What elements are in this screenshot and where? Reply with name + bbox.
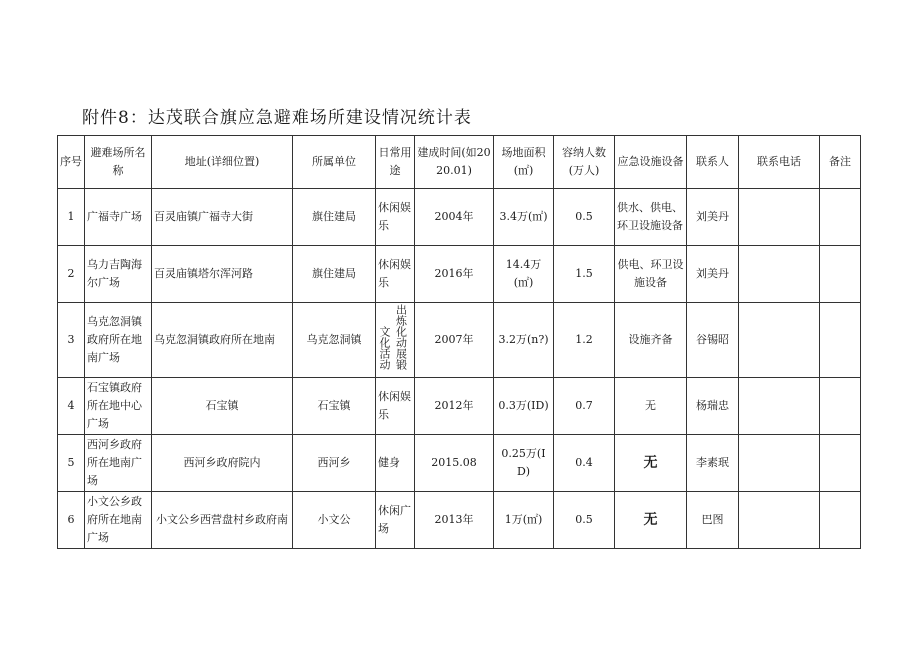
cell-daily-use: 休闲娱乐 bbox=[376, 189, 415, 246]
cell-name: 广福寺广场 bbox=[85, 189, 152, 246]
cell-built-time: 2016年 bbox=[415, 246, 494, 303]
cell-daily-use: 健身 bbox=[376, 435, 415, 492]
cell-name: 西河乡政府所在地南广场 bbox=[85, 435, 152, 492]
cell-phone bbox=[739, 246, 820, 303]
cell-area: 0.3万(ID) bbox=[494, 378, 554, 435]
table-row bbox=[58, 492, 861, 549]
cell-unit: 西河乡 bbox=[293, 435, 376, 492]
cell-phone bbox=[739, 435, 820, 492]
cell-unit: 小文公 bbox=[293, 492, 376, 549]
cell-daily-use-vertical: 出炼化动展锻 bbox=[394, 304, 408, 370]
header-facilities: 应急设施设备 bbox=[615, 136, 687, 189]
cell-built-time: 2012年 bbox=[415, 378, 494, 435]
cell-daily-use bbox=[376, 303, 415, 378]
header-phone: 联系电话 bbox=[739, 136, 820, 189]
cell-name: 乌力吉陶海尔广场 bbox=[85, 246, 152, 303]
cell-contact: 杨瑞忠 bbox=[687, 378, 739, 435]
cell-contact: 巴图 bbox=[687, 492, 739, 549]
header-built-time: 建成时间(如2020.01) bbox=[415, 136, 494, 189]
table-row bbox=[58, 246, 861, 303]
cell-area: 1万(㎡) bbox=[494, 492, 554, 549]
cell-seq: 5 bbox=[58, 435, 85, 492]
cell-seq: 1 bbox=[58, 189, 85, 246]
cell-address: 石宝镇 bbox=[152, 378, 293, 435]
header-seq: 序号 bbox=[58, 136, 85, 189]
cell-area: 0.25万(ID) bbox=[494, 435, 554, 492]
header-contact: 联系人 bbox=[687, 136, 739, 189]
document-title: 附件8：达茂联合旗应急避难场所建设情况统计表 bbox=[82, 108, 472, 128]
cell-contact: 刘美丹 bbox=[687, 189, 739, 246]
cell-address: 小文公乡西营盘村乡政府南 bbox=[152, 492, 293, 549]
cell-seq: 6 bbox=[58, 492, 85, 549]
cell-area: 3.4万(㎡) bbox=[494, 189, 554, 246]
cell-phone bbox=[739, 303, 820, 378]
cell-daily-use-text: 文化活动 bbox=[378, 326, 391, 370]
cell-phone bbox=[739, 189, 820, 246]
header-remark: 备注 bbox=[820, 136, 861, 189]
cell-unit: 旗住建局 bbox=[293, 189, 376, 246]
shelter-table bbox=[57, 135, 861, 549]
table-row bbox=[58, 189, 861, 246]
cell-contact: 刘美丹 bbox=[687, 246, 739, 303]
cell-seq: 3 bbox=[58, 303, 85, 378]
cell-contact: 李素珉 bbox=[687, 435, 739, 492]
cell-daily-use: 休闲娱乐 bbox=[376, 246, 415, 303]
cell-seq: 4 bbox=[58, 378, 85, 435]
cell-address: 百灵庙镇塔尔浑河路 bbox=[152, 246, 293, 303]
cell-built-time: 2015.08 bbox=[415, 435, 494, 492]
cell-built-time: 2004年 bbox=[415, 189, 494, 246]
cell-address: 乌克忽洞镇政府所在地南 bbox=[152, 303, 293, 378]
cell-address: 百灵庙镇广福寺大街 bbox=[152, 189, 293, 246]
cell-built-time: 2013年 bbox=[415, 492, 494, 549]
cell-facilities: 无 bbox=[615, 378, 687, 435]
cell-name: 乌克忽洞镇政府所在地南广场 bbox=[85, 303, 152, 378]
header-unit: 所属单位 bbox=[293, 136, 376, 189]
cell-remark bbox=[820, 378, 861, 435]
cell-daily-use: 休闲广场 bbox=[376, 492, 415, 549]
header-daily-use: 日常用途 bbox=[376, 136, 415, 189]
cell-capacity: 0.7 bbox=[554, 378, 615, 435]
cell-facilities: 供水、供电、环卫设施设备 bbox=[615, 189, 687, 246]
cell-area: 14.4万(㎡) bbox=[494, 246, 554, 303]
cell-phone bbox=[739, 492, 820, 549]
cell-remark bbox=[820, 303, 861, 378]
table-row bbox=[58, 435, 861, 492]
cell-unit: 旗住建局 bbox=[293, 246, 376, 303]
cell-unit: 乌克忽洞镇 bbox=[293, 303, 376, 378]
cell-built-time: 2007年 bbox=[415, 303, 494, 378]
header-area: 场地面积(㎡) bbox=[494, 136, 554, 189]
cell-phone bbox=[739, 378, 820, 435]
cell-daily-use: 休闲娱乐 bbox=[376, 378, 415, 435]
cell-remark bbox=[820, 492, 861, 549]
cell-address: 西河乡政府院内 bbox=[152, 435, 293, 492]
header-name: 避难场所名称 bbox=[85, 136, 152, 189]
table-row bbox=[58, 378, 861, 435]
header-capacity: 容纳人数(万人) bbox=[554, 136, 615, 189]
cell-unit: 石宝镇 bbox=[293, 378, 376, 435]
table-header-row bbox=[58, 136, 861, 189]
cell-facilities: 无 bbox=[615, 435, 687, 492]
cell-name: 小文公乡政府所在地南广场 bbox=[85, 492, 152, 549]
header-address: 地址(详细位置) bbox=[152, 136, 293, 189]
cell-facilities: 供电、环卫设施设备 bbox=[615, 246, 687, 303]
cell-name: 石宝镇政府所在地中心广场 bbox=[85, 378, 152, 435]
cell-remark bbox=[820, 189, 861, 246]
cell-facilities: 设施齐备 bbox=[615, 303, 687, 378]
cell-capacity: 0.4 bbox=[554, 435, 615, 492]
cell-capacity: 0.5 bbox=[554, 492, 615, 549]
cell-capacity: 1.2 bbox=[554, 303, 615, 378]
table-row bbox=[58, 303, 861, 378]
cell-contact: 谷锡昭 bbox=[687, 303, 739, 378]
cell-remark bbox=[820, 435, 861, 492]
cell-facilities: 无 bbox=[615, 492, 687, 549]
cell-capacity: 0.5 bbox=[554, 189, 615, 246]
cell-remark bbox=[820, 246, 861, 303]
cell-area: 3.2万(n?) bbox=[494, 303, 554, 378]
cell-capacity: 1.5 bbox=[554, 246, 615, 303]
cell-seq: 2 bbox=[58, 246, 85, 303]
